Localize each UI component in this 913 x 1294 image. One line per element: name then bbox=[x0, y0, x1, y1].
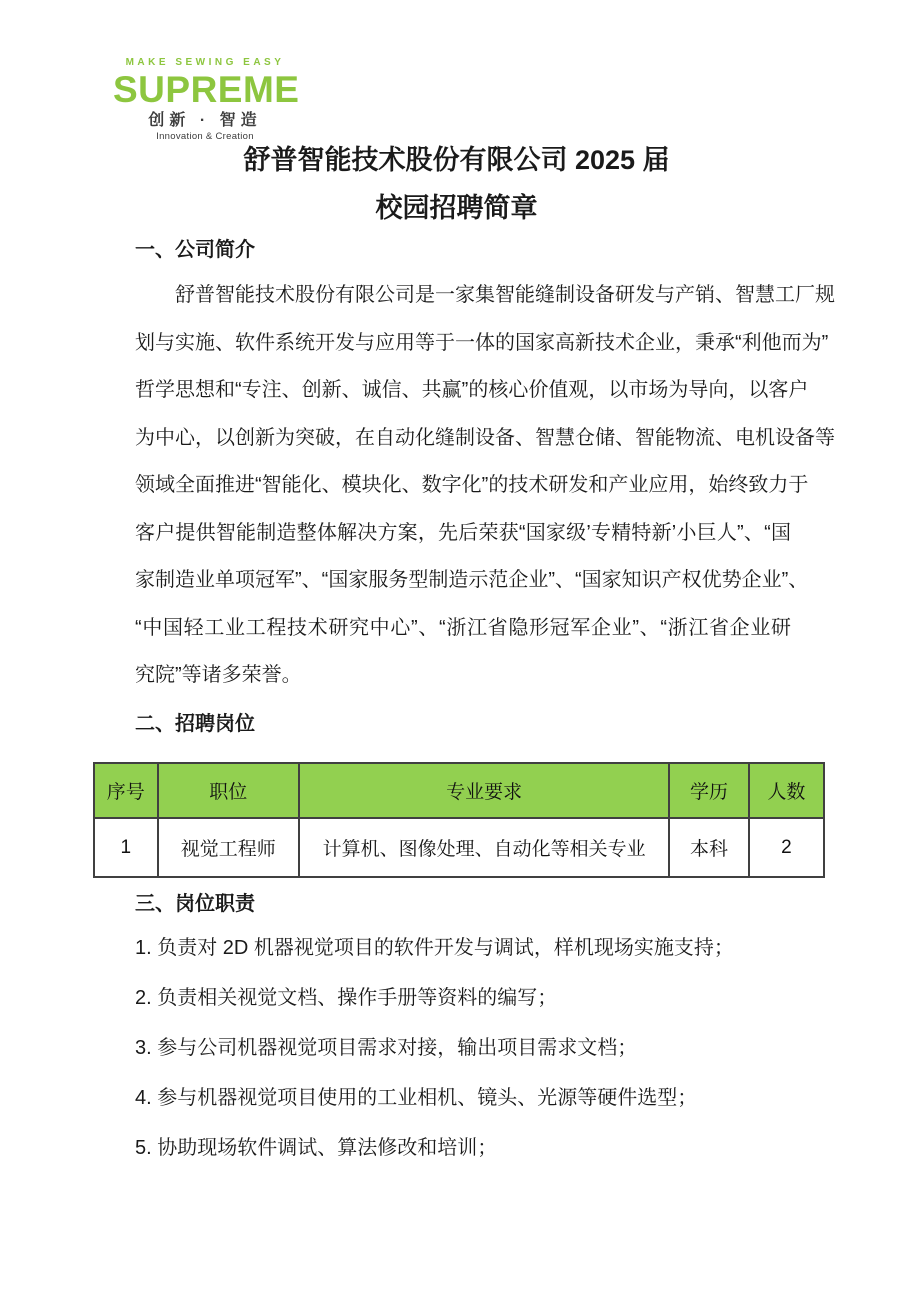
intro-line: 客户提供智能制造整体解决方案，先后荣获“国家级’专精特新’小巨人”、“国 bbox=[135, 521, 791, 544]
intro-line: “中国轻工业工程技术研究中心”、“浙江省隐形冠军企业”、“浙江省企业研 bbox=[135, 616, 791, 639]
intro-line: 究院”等诸多荣誉。 bbox=[135, 664, 302, 686]
table-header-cell: 序号 bbox=[94, 763, 158, 818]
table-header-cell: 专业要求 bbox=[299, 763, 669, 818]
intro-line: 哲学思想和“专注、创新、诚信、共赢”的核心价值观，以市场为导向，以客户 bbox=[135, 379, 809, 401]
duty-item: 2. 负责相关视觉文档、操作手册等资料的编写； bbox=[135, 987, 558, 1009]
table-cell-no: 1 bbox=[94, 818, 158, 877]
table-header-row bbox=[94, 763, 824, 818]
intro-line: 为中心，以创新为突破，在自动化缝制设备、智慧仓储、智能物流、电机设备等 bbox=[135, 426, 835, 449]
title-line-2: 校园招聘简章 bbox=[375, 193, 538, 223]
table-header-cell: 学历 bbox=[669, 763, 749, 818]
table-cell-count: 2 bbox=[749, 818, 824, 877]
logo-tagline: MAKE SEWING EASY bbox=[125, 57, 285, 68]
duty-item: 5. 协助现场软件调试、算法修改和培训； bbox=[135, 1137, 498, 1159]
table-header-cell: 人数 bbox=[749, 763, 824, 818]
duties-list bbox=[135, 923, 815, 1173]
duty-item: 1. 负责对 2D 机器视觉项目的软件开发与调试，样机现场实施支持； bbox=[135, 937, 734, 959]
intro-line: 领域全面推进“智能化、模块化、数字化”的技术研发和产业应用，始终致力于 bbox=[135, 474, 809, 496]
intro-line: 舒普智能技术股份有限公司是一家集智能缝制设备研发与产销、智慧工厂规 bbox=[175, 284, 835, 306]
table-header-cell: 职位 bbox=[158, 763, 300, 818]
title-line-1: 舒普智能技术股份有限公司 2025 届 bbox=[243, 145, 670, 175]
duty-item: 3. 参与公司机器视觉项目需求对接，输出项目需求文档； bbox=[135, 1037, 638, 1059]
table-cell-education: 本科 bbox=[669, 818, 749, 877]
duty-item: 4. 参与机器视觉项目使用的工业相机、镜头、光源等硬件选型； bbox=[135, 1087, 698, 1109]
table-cell-major: 计算机、图像处理、自动化等相关专业 bbox=[299, 818, 669, 877]
company-logo bbox=[113, 56, 300, 142]
section-heading-company-intro: 一、公司简介 bbox=[135, 239, 255, 261]
intro-line: 家制造业单项冠军”、“国家服务型制造示范企业”、“国家知识产权优势企业”、 bbox=[135, 569, 809, 591]
positions-table bbox=[93, 762, 825, 878]
document-title bbox=[0, 143, 913, 225]
logo-subtitle-english: Innovation & Creation bbox=[156, 131, 254, 142]
logo-subtitle-chinese: 创新 · 智造 bbox=[148, 112, 262, 129]
section-heading-positions: 二、招聘岗位 bbox=[135, 713, 255, 735]
table-cell-position: 视觉工程师 bbox=[158, 818, 300, 877]
section-heading-duties: 三、岗位职责 bbox=[135, 893, 255, 915]
logo-wordmark: SUPREME bbox=[113, 69, 300, 110]
company-intro-paragraph bbox=[135, 272, 835, 700]
table-row bbox=[94, 818, 824, 877]
intro-line: 划与实施、软件系统开发与应用等于一体的国家高新技术企业，秉承“利他而为” bbox=[135, 331, 829, 354]
